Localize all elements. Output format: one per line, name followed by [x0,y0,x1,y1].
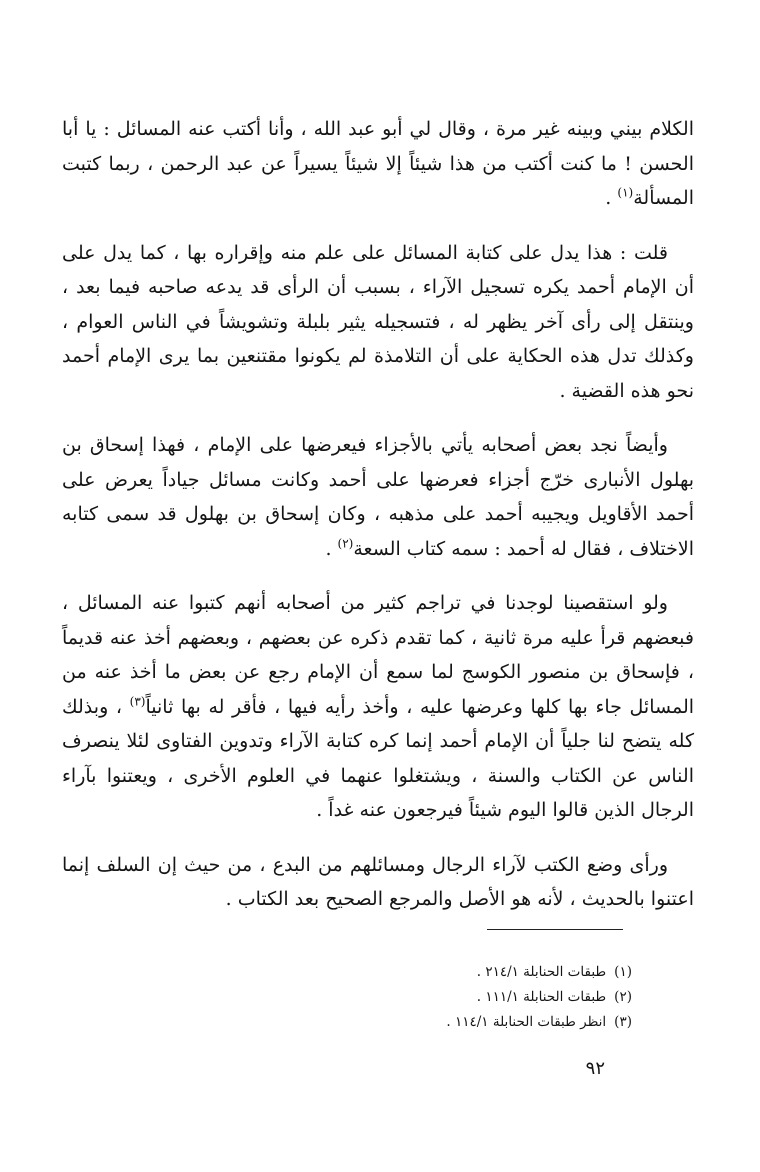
footnote-reference: (١) [617,185,634,200]
paragraph [62,112,694,216]
paragraph-text: الكلام بيني وبينه غير مرة ، وقال لي أبو عبد الله ، وأنا أكتب عنه المسائل : يا أبا الحسن ! ما كنت أكتب من هذا شيئاً إلا شيئاً يسيراً عن عبد الرحمن ، ربما كتبت المسألة [62,118,694,209]
paragraph-text: قلت : هذا يدل على كتابة المسائل على علم منه وإقراره بها ، كما يدل على أن الإمام أحمد يكره تسجيل الآراء ، بسبب أن الرأى قد يدعه صاحبه فيما بعد ، وينتقل إلى رأى آخر يظهر له ، فتسجيله يثير بلبلة وتشويشاً في الناس العوام ، وكذلك تدل هذه الحكاية على أن التلامذة لم يكونوا مقتنعين بما يرى الإمام أحمد نحو هذه القضية . [62,241,694,402]
footnote-reference: (٣) [129,694,146,709]
footnote-separator [487,929,623,930]
footnote-reference: (٢) [337,536,354,551]
paragraph [62,848,694,917]
paragraph [62,428,694,566]
footnotes [212,960,632,1035]
paragraph-text: . [325,537,338,560]
paragraph [62,586,694,828]
footnote-text: طبقات الحنابلة ٢١٤/١ . [476,964,607,980]
page-number: ٩٢ [585,1058,605,1079]
footnote-number: (١) [614,964,632,980]
footnote [212,960,632,985]
footnote-text: انظر طبقات الحنابلة ١١٤/١ . [446,1014,607,1030]
footnote [212,1010,632,1035]
footnote-text: طبقات الحنابلة ١١١/١ . [476,989,607,1005]
main-text [62,112,694,937]
paragraph-text: ولو استقصينا لوجدنا في تراجم كثير من أصحابه أنهم كتبوا عنه المسائل ، فبعضهم قرأ عليه مرة ثانية ، كما تقدم ذكره عن بعضهم ، وبعضهم أخذ عنه قديماً ، فإسحاق بن منصور الكوسج لما سمع أن الإمام رجع عن بعض ما أخذ عنه من المسائل جاء بها كلها وعرضها عليه ، وأخذ رأيه فيها ، فأقر له بها ثانياً [62,592,695,718]
footnote [212,985,632,1010]
footnote-number: (٢) [614,989,632,1005]
paragraph-text: ، وبذلك كله يتضح لنا جلياً أن الإمام أحمد إنما كره كتابة الآراء وتدوين الفتاوى لئلا ينصرف الناس عن الكتاب والسنة ، ويشتغلوا عنهما في العلوم الأخرى ، ويعتنوا بآراء الرجال الذين قالوا اليوم شيئاً فيرجعون عنه غداً . [62,695,694,821]
paragraph-text: وأيضاً نجد بعض أصحابه يأتي بالأجزاء فيعرضها على الإمام ، فهذا إسحاق بن بهلول الأنبارى خرّج أجزاء فعرضها على أحمد وكانت مسائل جياداً يعرض على أحمد الأقاويل ويجيبه أحمد على مذهبه ، وكان إسحاق بن بهلول قد سمى كتابه الاختلاف ، فقال له أحمد : سمه كتاب السعة [62,434,694,560]
footnote-number: (٣) [614,1014,632,1030]
paragraph-text: ورأى وضع الكتب لآراء الرجال ومسائلهم من البدع ، من حيث إن السلف إنما اعتنوا بالحديث ، لأنه هو الأصل والمرجع الصحيح بعد الكتاب . [62,853,694,910]
paragraph [62,236,694,409]
paragraph-text: . [605,187,618,209]
